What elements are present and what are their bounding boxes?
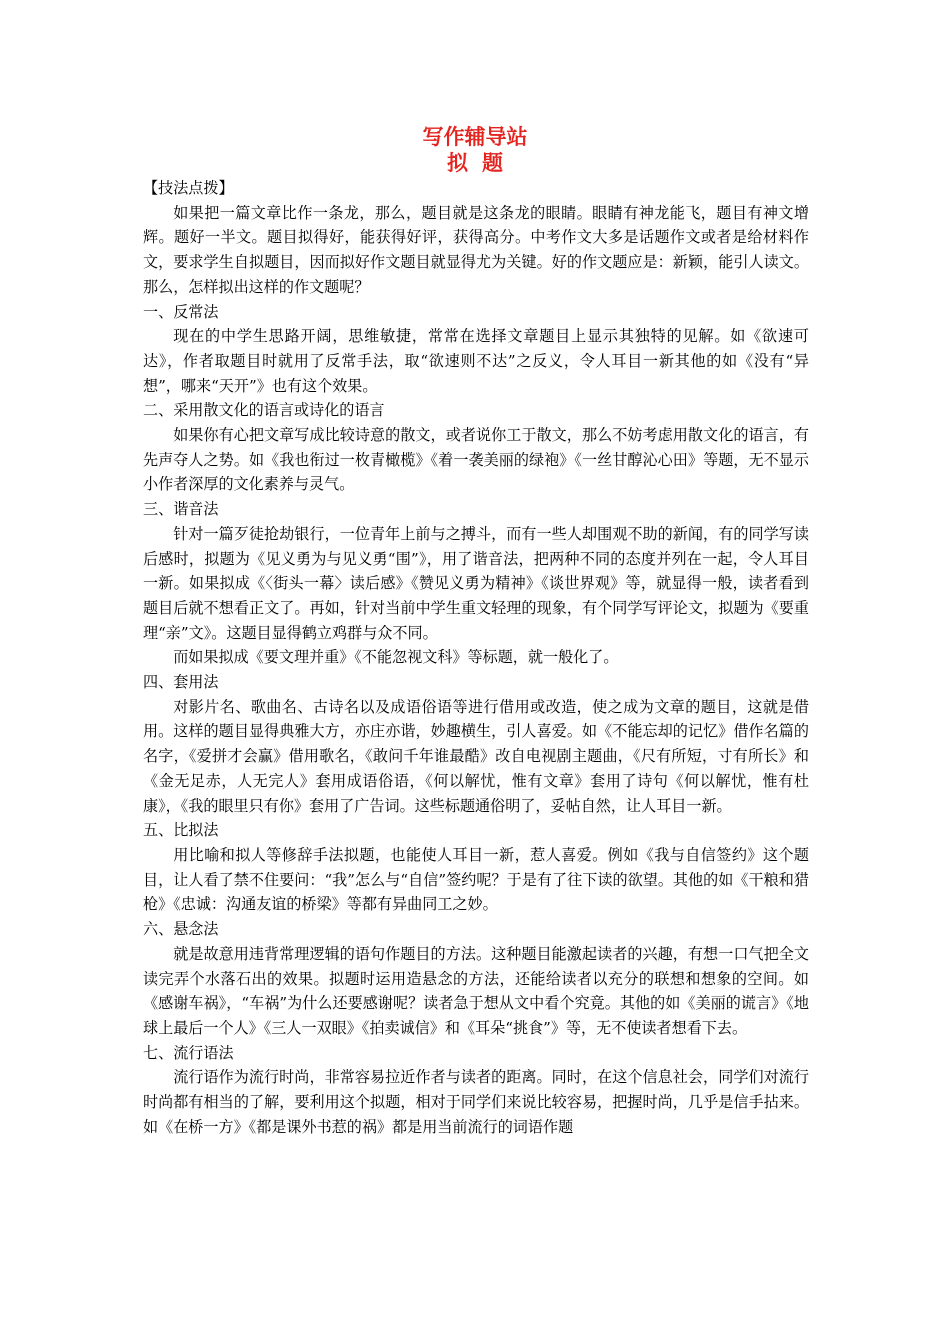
section-paragraph: 流行语作为流行时尚，非常容易拉近作者与读者的距离。同时，在这个信息社会，同学们对流行时尚都有相当的了解，要利用这个拟题，相对于同学们来说比较容易，把握时尚，几乎是信手拈来。如《在桥一方》《都是课外书惹的祸》都是用当前流行的词语作题 — [143, 1068, 809, 1136]
title-block — [0, 124, 950, 176]
section-paragraph: 用比喻和拟人等修辞手法拟题，也能使人耳目一新，惹人喜爱。例如《我与自信签约》这个题目，让人看了禁不住要问：“我”怎么与“自信”签约呢？于是有了往下读的欲望。其他的如《干粮和猎枪》《忠诚：沟通友谊的桥梁》等都有异曲同工之妙。 — [143, 845, 809, 914]
document-body — [143, 176, 809, 1139]
section-heading: 三、谐音法 — [143, 500, 219, 519]
section-paragraph: 而如果拟成《要文理并重》《不能忽视文科》等标题，就一般化了。 — [173, 648, 619, 667]
section-label: 【技法点拨】 — [143, 179, 234, 197]
section-heading: 一、反常法 — [143, 302, 219, 321]
sections-list — [143, 300, 809, 1140]
section-paragraph: 现在的中学生思路开阔，思维敏捷，常常在选择文章题目上显示其独特的见解。如《欲速可达》，作者取题目时就用了反常手法，取“欲速则不达”之反义，令人耳目一新其他的如《没有“异想”，哪来“天开”》也有这个效果。 — [143, 327, 809, 395]
section-heading: 七、流行语法 — [143, 1043, 234, 1062]
intro-paragraph: 如果把一篇文章比作一条龙，那么，题目就是这条龙的眼睛。眼睛有神龙能飞，题目有神文增辉。题好一半文。题目拟得好，能获得好评，获得高分。中考作文大多是话题作文或者是给材料作文，要求学生自拟题目，因而拟好作文题目就显得尤为关键。好的作文题应是：新颖，能引人读文。那么，怎样拟出这样的作文题呢？ — [143, 203, 809, 296]
page-title: 写作辅导站 — [422, 125, 528, 149]
section-paragraph: 就是故意用违背常理逻辑的语句作题目的方法。这种题目能激起读者的兴趣，有想一口气把全文读完弄个水落石出的效果。拟题时运用造悬念的方法，还能给读者以充分的联想和想象的空间。如《感谢车祸》，“车祸”为什么还要感谢呢？读者急于想从文中看个究竟。其他的如《美丽的谎言》《地球上最后一个人》《三人一双眼》《拍卖诚信》和《耳朵“挑食”》等，无不使读者想看下去。 — [143, 944, 809, 1037]
section-paragraph: 对影片名、歌曲名、古诗名以及成语俗语等进行借用或改造，使之成为文章的题目，这就是借用。这样的题目显得典雅大方，亦庄亦谐，妙趣横生，引人喜爱。如《不能忘却的记忆》借作名篇的名字，《爱拼才会赢》借用歌名，《敢问千年谁最酷》改自电视剧主题曲，《尺有所短，寸有所长》和《金无足赤，人无完人》套用成语俗语，《何以解忧，惟有文章》套用了诗句《何以解忧，惟有杜康》，《我的眼里只有你》套用了广告词。这些标题通俗明了，妥帖自然，让人耳目一新。 — [143, 697, 809, 815]
section-paragraph: 针对一篇歹徒抢劫银行，一位青年上前与之搏斗，而有一些人却围观不助的新闻，有的同学写读后感时，拟题为《见义勇为与见义勇“围”》，用了谐音法，把两种不同的态度并列在一起，令人耳目一新。如果拟成《〈街头一幕〉读后感》《赞见义勇为精神》《谈世界观》等，就显得一般，读者看到题目后就不想看正文了。再如，针对当前中学生重文轻理的现象，有个同学写评论文，拟题为《要重理“亲”文》。这题目显得鹤立鸡群与众不同。 — [143, 524, 809, 642]
section-heading: 四、套用法 — [143, 673, 219, 692]
section-paragraph: 如果你有心把文章写成比较诗意的散文，或者说你工于散文，那么不妨考虑用散文化的语言，有先声夺人之势。如《我也衔过一枚青橄榄》《着一袭美丽的绿袍》《一丝甘醇沁心田》等题，无不显示小作者深厚的文化素养与灵气。 — [143, 426, 809, 494]
section-heading: 五、比拟法 — [143, 821, 219, 840]
section-heading: 六、悬念法 — [143, 920, 219, 939]
page-subtitle: 拟题 — [447, 151, 517, 175]
section-heading: 二、采用散文化的语言或诗化的语言 — [143, 401, 385, 420]
